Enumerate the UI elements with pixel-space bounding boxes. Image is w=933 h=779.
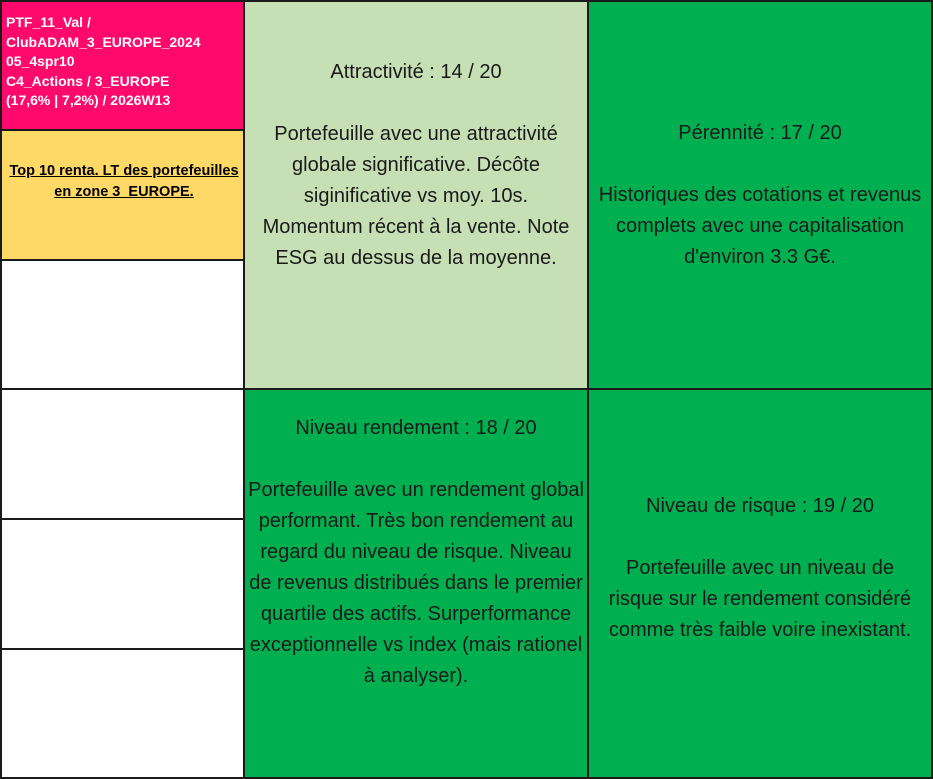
rendement-cell bbox=[243, 388, 589, 779]
rendement-description: Portefeuille avec un rendement global performant. Très bon rendement au regard du niveau de risque. Niveau de revenus distribués dans le premier quartile des actifs. Surperformance exceptionnelle vs index (mais rationel à analyser). bbox=[248, 479, 584, 687]
empty-cell bbox=[0, 648, 245, 779]
empty-cell bbox=[0, 388, 245, 520]
perennite-description: Historiques des cotations et revenus complets avec une capitalisation d'environ 3.3 G€. bbox=[598, 184, 922, 268]
attractivite-cell bbox=[243, 0, 589, 390]
portfolio-title-line: (17,6% | 7,2%) / 2026W13 bbox=[6, 92, 171, 108]
empty-cell bbox=[0, 518, 245, 650]
empty-cell bbox=[0, 259, 245, 390]
attractivite-title: Attractivité : 14 / 20 bbox=[330, 61, 502, 83]
rendement-title: Niveau rendement : 18 / 20 bbox=[295, 417, 537, 439]
portfolio-title-line: ClubADAM_3_EUROPE_2024 bbox=[6, 33, 201, 50]
perennite-title: Pérennité : 17 / 20 bbox=[678, 122, 842, 144]
portfolio-title bbox=[6, 13, 242, 111]
portfolio-title-line: 05_4spr10 bbox=[6, 53, 75, 69]
perennite-cell bbox=[587, 0, 933, 390]
portfolio-title-cell bbox=[0, 0, 245, 131]
portfolio-title-line: PTF_11_Val / bbox=[6, 14, 91, 30]
portfolio-title-line: C4_Actions / 3_EUROPE bbox=[6, 72, 170, 89]
risque-title: Niveau de risque : 19 / 20 bbox=[646, 495, 874, 517]
top-ranking-cell bbox=[0, 129, 245, 261]
top-ranking-note: Top 10 renta. LT des portefeuilles en zone 3_EUROPE. bbox=[9, 163, 239, 200]
attractivite-description: Portefeuille avec une attractivité globale significative. Décôte siginificative vs moy. 10s. Momentum récent à la vente. Note ESG au dessus de la moyenne. bbox=[262, 123, 570, 269]
risque-cell bbox=[587, 388, 933, 779]
risque-description: Portefeuille avec un niveau de risque sur le rendement considéré comme très faible voire inexistant. bbox=[608, 557, 912, 641]
